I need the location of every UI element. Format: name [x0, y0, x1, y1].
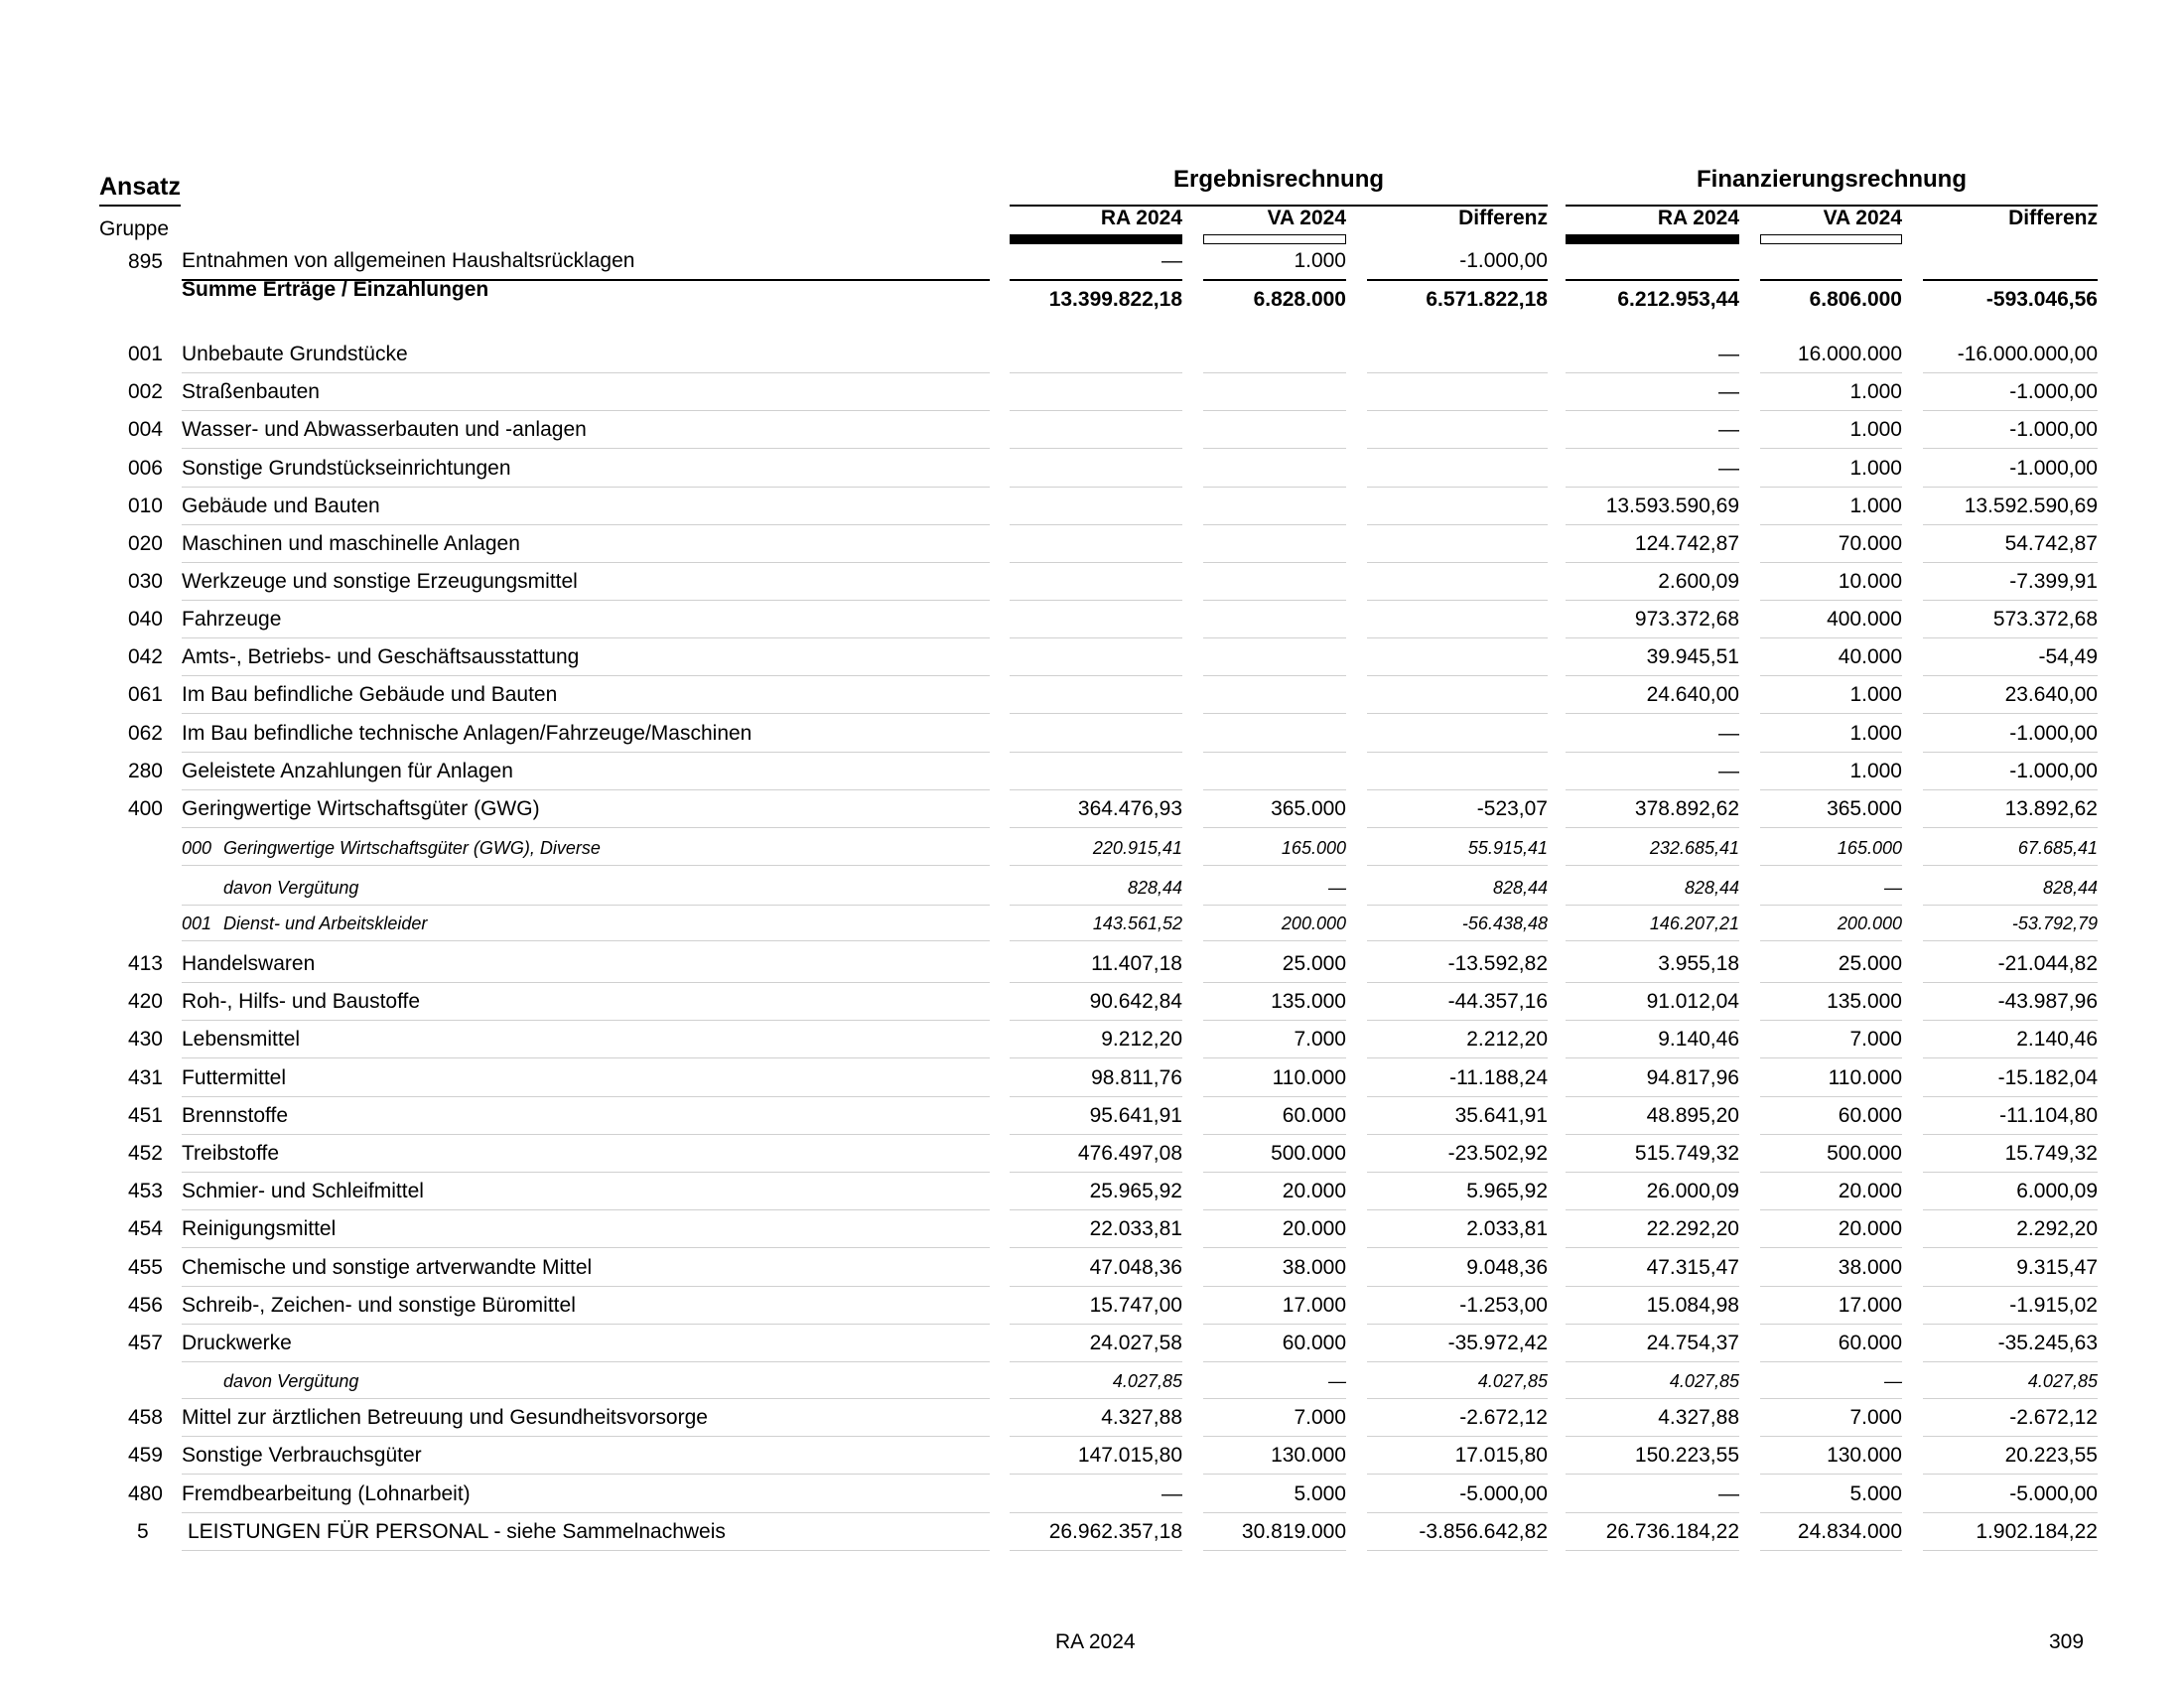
cell-diff-ergebnis: -35.972,42 — [1367, 1332, 1548, 1362]
page-number: 309 — [2049, 1630, 2085, 1653]
table-row — [0, 599, 2184, 638]
table-row — [0, 1171, 2184, 1210]
cell-diff-finanz: -7.399,91 — [1923, 570, 2098, 601]
cell-diff-finanz: 2.292,20 — [1923, 1217, 2098, 1248]
cell-ra-ergebnis: 147.015,80 — [1010, 1444, 1182, 1475]
cell-diff-finanz: 23.640,00 — [1923, 683, 2098, 714]
row-description: Entnahmen von allgemeinen Haushaltsrücklagen — [182, 249, 990, 281]
col-header-diff-ergebnis: Differenz — [1458, 207, 1548, 229]
cell-va-finanz: 165.000 — [1760, 838, 1902, 866]
cell-ra-ergebnis: 98.811,76 — [1010, 1066, 1182, 1097]
table-row — [0, 1435, 2184, 1475]
row-code: 001 — [182, 914, 212, 933]
cell-diff-finanz: 20.223,55 — [1923, 1444, 2098, 1475]
cell-diff-finanz: -1.000,00 — [1923, 418, 2098, 449]
ansatz-underline — [99, 205, 181, 207]
row-description: Dienst- und Arbeitskleider — [182, 914, 990, 941]
row-description: Im Bau befindliche technische Anlagen/Fahrzeuge/Maschinen — [182, 722, 990, 753]
cell-ra-finanz: 3.955,18 — [1566, 952, 1739, 983]
cell-va-ergebnis: 1.000 — [1203, 249, 1346, 281]
cell-diff-finanz: -1.000,00 — [1923, 457, 2098, 488]
cell-ra-finanz: 828,44 — [1566, 878, 1739, 906]
row-code: 280 — [127, 760, 163, 782]
table-row — [0, 826, 2184, 866]
cell-ra-finanz: 91.012,04 — [1566, 990, 1739, 1021]
cell-va-ergebnis: 7.000 — [1203, 1406, 1346, 1437]
table-row — [0, 1397, 2184, 1437]
cell-ra-finanz: 24.754,37 — [1566, 1332, 1739, 1362]
cell-va-finanz: 6.806.000 — [1809, 288, 1902, 311]
cell-diff-ergebnis: 55.915,41 — [1367, 838, 1548, 866]
cell-diff-finanz: 67.685,41 — [1923, 838, 2098, 866]
cell-diff-finanz: 15.749,32 — [1923, 1142, 2098, 1173]
cell-ra-finanz: 146.207,21 — [1566, 914, 1739, 941]
cell-ra-ergebnis: 4.027,85 — [1010, 1371, 1182, 1399]
row-code: 5 — [137, 1520, 149, 1543]
cell-va-finanz: 17.000 — [1760, 1294, 1902, 1325]
cell-diff-finanz: 828,44 — [1923, 878, 2098, 906]
table-row — [0, 1511, 2184, 1551]
table-row — [0, 1019, 2184, 1058]
cell-diff-ergebnis: 9.048,36 — [1367, 1256, 1548, 1287]
cell-diff-finanz: -35.245,63 — [1923, 1332, 2098, 1362]
row-description: Werkzeuge und sonstige Erzeugungsmittel — [182, 570, 990, 601]
cell-diff-ergebnis: 6.571.822,18 — [1426, 288, 1548, 311]
cell-va-ergebnis: 60.000 — [1203, 1104, 1346, 1135]
row-description: davon Vergütung — [182, 878, 990, 906]
cell-diff-finanz: 13.892,62 — [1923, 797, 2098, 828]
cell-ra-finanz: 150.223,55 — [1566, 1444, 1739, 1475]
cell-diff-ergebnis: -1.000,00 — [1367, 249, 1548, 281]
cell-va-finanz: 1.000 — [1760, 760, 1902, 790]
cell-va-finanz: 25.000 — [1760, 952, 1902, 983]
cell-diff-ergebnis: -5.000,00 — [1367, 1482, 1548, 1513]
cell-va-finanz: 38.000 — [1760, 1256, 1902, 1287]
row-description: Wasser- und Abwasserbauten und -anlagen — [182, 418, 990, 449]
cell-va-ergebnis: 20.000 — [1203, 1217, 1346, 1248]
row-code: 451 — [127, 1104, 163, 1127]
row-code: 430 — [127, 1028, 163, 1051]
cell-va-ergebnis: 130.000 — [1203, 1444, 1346, 1475]
cell-ra-ergebnis: 9.212,20 — [1010, 1028, 1182, 1058]
cell-diff-finanz: -16.000.000,00 — [1923, 343, 2098, 373]
cell-diff-ergebnis: -2.672,12 — [1367, 1406, 1548, 1437]
row-description: Handelswaren — [182, 952, 990, 983]
table-row — [0, 943, 2184, 983]
cell-ra-finanz: — — [1566, 380, 1739, 411]
cell-va-ergebnis: 60.000 — [1203, 1332, 1346, 1362]
cell-ra-finanz: — — [1566, 343, 1739, 373]
cell-va-ergebnis: 7.000 — [1203, 1028, 1346, 1058]
table-row — [0, 1247, 2184, 1287]
cell-diff-ergebnis: 2.212,20 — [1367, 1028, 1548, 1058]
cell-diff-finanz: 573.372,68 — [1923, 608, 2098, 638]
cell-va-ergebnis: 200.000 — [1203, 914, 1346, 941]
cell-ra-ergebnis: 143.561,52 — [1010, 914, 1182, 941]
cell-ra-finanz: 47.315,47 — [1566, 1256, 1739, 1287]
cell-va-finanz: — — [1760, 878, 1902, 906]
cell-diff-finanz: -11.104,80 — [1923, 1104, 2098, 1135]
cell-ra-ergebnis: 11.407,18 — [1010, 952, 1182, 983]
cell-ra-finanz: 124.742,87 — [1566, 532, 1739, 563]
cell-va-ergebnis: 500.000 — [1203, 1142, 1346, 1173]
table-row — [0, 1285, 2184, 1325]
table-row — [0, 902, 2184, 941]
cell-diff-finanz: -5.000,00 — [1923, 1482, 2098, 1513]
row-description: Geringwertige Wirtschaftsgüter (GWG), Diverse — [182, 838, 990, 866]
gruppe-header: Gruppe — [99, 217, 170, 240]
ansatz-header: Ansatz — [99, 173, 181, 201]
col-header-diff-finanz: Differenz — [2008, 207, 2098, 229]
cell-ra-ergebnis: 4.327,88 — [1010, 1406, 1182, 1437]
cell-ra-finanz: 378.892,62 — [1566, 797, 1739, 828]
row-description: Geringwertige Wirtschaftsgüter (GWG) — [182, 797, 990, 828]
cell-diff-finanz: -1.000,00 — [1923, 380, 2098, 411]
table-row — [0, 409, 2184, 449]
cell-va-finanz: 130.000 — [1760, 1444, 1902, 1475]
row-code: 454 — [127, 1217, 163, 1240]
cell-ra-finanz: 94.817,96 — [1566, 1066, 1739, 1097]
cell-va-finanz: 7.000 — [1760, 1406, 1902, 1437]
table-row — [0, 866, 2184, 906]
cell-ra-finanz: 13.593.590,69 — [1566, 494, 1739, 525]
row-description: Unbebaute Grundstücke — [182, 343, 990, 373]
cell-va-finanz: 110.000 — [1760, 1066, 1902, 1097]
cell-ra-finanz: 2.600,09 — [1566, 570, 1739, 601]
row-code: 431 — [127, 1066, 163, 1089]
cell-ra-finanz: 39.945,51 — [1566, 645, 1739, 676]
table-row — [0, 371, 2184, 411]
cell-va-finanz: 40.000 — [1760, 645, 1902, 676]
cell-ra-ergebnis: 90.642,84 — [1010, 990, 1182, 1021]
row-code: 452 — [127, 1142, 163, 1165]
table-row — [0, 1095, 2184, 1135]
row-description: Fahrzeuge — [182, 608, 990, 638]
cell-diff-ergebnis: -11.188,24 — [1367, 1066, 1548, 1097]
cell-va-finanz: 10.000 — [1760, 570, 1902, 601]
table-row — [0, 1057, 2184, 1097]
row-code: 458 — [127, 1406, 163, 1429]
col-header-ra-finanz: RA 2024 — [1657, 207, 1739, 229]
row-description: Schreib-, Zeichen- und sonstige Büromittel — [182, 1294, 990, 1325]
cell-va-finanz: 1.000 — [1760, 722, 1902, 753]
cell-diff-ergebnis: 5.965,92 — [1367, 1180, 1548, 1210]
cell-va-finanz: 1.000 — [1760, 683, 1902, 714]
cell-diff-finanz: -53.792,79 — [1923, 914, 2098, 941]
cell-diff-finanz: 6.000,09 — [1923, 1180, 2098, 1210]
cell-diff-finanz: 54.742,87 — [1923, 532, 2098, 563]
row-code: 457 — [127, 1332, 163, 1354]
cell-va-ergebnis: 5.000 — [1203, 1482, 1346, 1513]
cell-ra-ergebnis: 47.048,36 — [1010, 1256, 1182, 1287]
row-description: Sonstige Grundstückseinrichtungen — [182, 457, 990, 488]
row-description: davon Vergütung — [182, 1371, 990, 1399]
row-description: Brennstoffe — [182, 1104, 990, 1135]
cell-ra-ergebnis: 25.965,92 — [1010, 1180, 1182, 1210]
row-code: 453 — [127, 1180, 163, 1202]
cell-diff-ergebnis: 828,44 — [1367, 878, 1548, 906]
cell-diff-finanz: -15.182,04 — [1923, 1066, 2098, 1097]
table-row — [0, 1323, 2184, 1362]
row-description: Lebensmittel — [182, 1028, 990, 1058]
table-row — [0, 981, 2184, 1021]
row-description: Gebäude und Bauten — [182, 494, 990, 525]
cell-va-finanz: 500.000 — [1760, 1142, 1902, 1173]
cell-ra-finanz: 24.640,00 — [1566, 683, 1739, 714]
cell-ra-finanz: 973.372,68 — [1566, 608, 1739, 638]
cell-ra-ergebnis: 24.027,58 — [1010, 1332, 1182, 1362]
row-code: 062 — [127, 722, 163, 745]
row-description: Maschinen und maschinelle Anlagen — [182, 532, 990, 563]
table-row — [0, 241, 2184, 281]
cell-ra-finanz: — — [1566, 760, 1739, 790]
row-code: 004 — [127, 418, 163, 441]
cell-va-ergebnis: — — [1203, 1371, 1346, 1399]
row-description: Futtermittel — [182, 1066, 990, 1097]
table-row — [0, 334, 2184, 373]
cell-diff-finanz: -43.987,96 — [1923, 990, 2098, 1021]
footer-label: RA 2024 — [1055, 1630, 1136, 1653]
row-description: Summe Erträge / Einzahlungen — [182, 278, 489, 301]
cell-diff-finanz: -593.046,56 — [1985, 288, 2098, 311]
cell-ra-ergebnis: — — [1010, 249, 1182, 281]
col-header-ra-ergebnis: RA 2024 — [1100, 207, 1182, 229]
cell-diff-finanz: -1.915,02 — [1923, 1294, 2098, 1325]
cell-ra-ergebnis: 95.641,91 — [1010, 1104, 1182, 1135]
cell-va-finanz: 20.000 — [1760, 1180, 1902, 1210]
cell-ra-finanz: 26.736.184,22 — [1566, 1520, 1739, 1551]
table-row — [0, 1133, 2184, 1173]
table-row — [0, 674, 2184, 714]
cell-va-ergebnis: 17.000 — [1203, 1294, 1346, 1325]
cell-diff-ergebnis: 35.641,91 — [1367, 1104, 1548, 1135]
row-code: 459 — [127, 1444, 163, 1467]
cell-diff-finanz: 9.315,47 — [1923, 1256, 2098, 1287]
cell-diff-finanz: -1.000,00 — [1923, 760, 2098, 790]
row-code: 006 — [127, 457, 163, 480]
cell-diff-finanz: -1.000,00 — [1923, 722, 2098, 753]
table-row — [0, 636, 2184, 676]
cell-ra-ergebnis: 828,44 — [1010, 878, 1182, 906]
row-code: 895 — [127, 250, 163, 273]
cell-va-ergebnis: 135.000 — [1203, 990, 1346, 1021]
cell-va-finanz: 5.000 — [1760, 1482, 1902, 1513]
cell-va-finanz: 70.000 — [1760, 532, 1902, 563]
cell-diff-ergebnis: -56.438,48 — [1367, 914, 1548, 941]
cell-va-finanz: — — [1760, 1371, 1902, 1399]
row-code: 400 — [127, 797, 163, 820]
cell-va-finanz: 7.000 — [1760, 1028, 1902, 1058]
cell-va-finanz: 1.000 — [1760, 380, 1902, 411]
row-code: 480 — [127, 1482, 163, 1505]
cell-diff-ergebnis: 2.033,81 — [1367, 1217, 1548, 1248]
table-row — [0, 788, 2184, 828]
cell-ra-ergebnis: — — [1010, 1482, 1182, 1513]
col-header-va-finanz: VA 2024 — [1823, 207, 1902, 229]
cell-va-ergebnis: 30.819.000 — [1203, 1520, 1346, 1551]
row-code: 456 — [127, 1294, 163, 1317]
cell-diff-ergebnis: -523,07 — [1367, 797, 1548, 828]
row-code: 001 — [127, 343, 163, 365]
cell-diff-finanz: 2.140,46 — [1923, 1028, 2098, 1058]
cell-ra-finanz: 9.140,46 — [1566, 1028, 1739, 1058]
cell-ra-finanz: — — [1566, 1482, 1739, 1513]
cell-ra-finanz: 22.292,20 — [1566, 1217, 1739, 1248]
cell-ra-ergebnis: 26.962.357,18 — [1010, 1520, 1182, 1551]
table-row — [0, 278, 2184, 318]
row-code: 040 — [127, 608, 163, 631]
cell-diff-ergebnis: -13.592,82 — [1367, 952, 1548, 983]
col-header-va-ergebnis: VA 2024 — [1267, 207, 1346, 229]
row-code: 002 — [127, 380, 163, 403]
cell-va-finanz: 60.000 — [1760, 1104, 1902, 1135]
table-row — [0, 561, 2184, 601]
cell-ra-ergebnis: 220.915,41 — [1010, 838, 1182, 866]
cell-ra-finanz: 232.685,41 — [1566, 838, 1739, 866]
cell-ra-ergebnis: 15.747,00 — [1010, 1294, 1182, 1325]
cell-va-ergebnis: 110.000 — [1203, 1066, 1346, 1097]
cell-va-finanz: 24.834.000 — [1760, 1520, 1902, 1551]
table-row — [0, 1359, 2184, 1399]
cell-diff-finanz: -2.672,12 — [1923, 1406, 2098, 1437]
group-title-finanzierungsrechnung: Finanzierungsrechnung — [1696, 166, 1967, 193]
cell-va-ergebnis: 38.000 — [1203, 1256, 1346, 1287]
table-row — [0, 486, 2184, 525]
table-row — [0, 751, 2184, 790]
cell-va-ergebnis: 20.000 — [1203, 1180, 1346, 1210]
row-code: 420 — [127, 990, 163, 1013]
row-description: Reinigungsmittel — [182, 1217, 990, 1248]
row-description: Druckwerke — [182, 1332, 990, 1362]
cell-va-ergebnis: 165.000 — [1203, 838, 1346, 866]
row-description: Sonstige Verbrauchsgüter — [182, 1444, 990, 1475]
row-description: Roh-, Hilfs- und Baustoffe — [182, 990, 990, 1021]
cell-ra-finanz: 48.895,20 — [1566, 1104, 1739, 1135]
cell-va-ergebnis: 6.828.000 — [1253, 288, 1346, 311]
cell-va-finanz: 200.000 — [1760, 914, 1902, 941]
cell-diff-ergebnis: -1.253,00 — [1367, 1294, 1548, 1325]
cell-ra-finanz: — — [1566, 418, 1739, 449]
cell-va-finanz: 1.000 — [1760, 457, 1902, 488]
cell-ra-finanz: — — [1566, 457, 1739, 488]
row-code: 455 — [127, 1256, 163, 1279]
row-description: Mittel zur ärztlichen Betreuung und Gesundheitsvorsorge — [182, 1406, 990, 1437]
row-code: 042 — [127, 645, 163, 668]
cell-ra-finanz: 26.000,09 — [1566, 1180, 1739, 1210]
cell-va-finanz: 20.000 — [1760, 1217, 1902, 1248]
cell-diff-finanz: 4.027,85 — [1923, 1371, 2098, 1399]
row-description: Schmier- und Schleifmittel — [182, 1180, 990, 1210]
cell-ra-finanz: 6.212.953,44 — [1617, 288, 1739, 311]
cell-diff-finanz: -54,49 — [1923, 645, 2098, 676]
cell-ra-ergebnis: 22.033,81 — [1010, 1217, 1182, 1248]
row-code: 030 — [127, 570, 163, 593]
cell-va-ergebnis: 365.000 — [1203, 797, 1346, 828]
row-description: Amts-, Betriebs- und Geschäftsausstattung — [182, 645, 990, 676]
row-code: 413 — [127, 952, 163, 975]
cell-ra-finanz: 4.327,88 — [1566, 1406, 1739, 1437]
cell-va-finanz: 1.000 — [1760, 494, 1902, 525]
cell-va-finanz: 60.000 — [1760, 1332, 1902, 1362]
row-description: Chemische und sonstige artverwandte Mittel — [182, 1256, 990, 1287]
cell-diff-finanz: 1.902.184,22 — [1923, 1520, 2098, 1551]
cell-ra-ergebnis: 476.497,08 — [1010, 1142, 1182, 1173]
cell-va-finanz: 365.000 — [1760, 797, 1902, 828]
row-code: 000 — [182, 838, 212, 858]
row-code: 061 — [127, 683, 163, 706]
table-row — [0, 448, 2184, 488]
cell-ra-finanz: — — [1566, 722, 1739, 753]
cell-ra-finanz: 15.084,98 — [1566, 1294, 1739, 1325]
cell-diff-ergebnis: 4.027,85 — [1367, 1371, 1548, 1399]
cell-ra-ergebnis: 364.476,93 — [1010, 797, 1182, 828]
row-description: Fremdbearbeitung (Lohnarbeit) — [182, 1482, 990, 1513]
cell-diff-finanz: 13.592.590,69 — [1923, 494, 2098, 525]
row-description: Im Bau befindliche Gebäude und Bauten — [182, 683, 990, 714]
row-code: 010 — [127, 494, 163, 517]
cell-ra-ergebnis: 13.399.822,18 — [1048, 288, 1182, 311]
cell-diff-finanz: -21.044,82 — [1923, 952, 2098, 983]
row-description: LEISTUNGEN FÜR PERSONAL - siehe Sammelnachweis — [182, 1520, 990, 1551]
cell-va-finanz: 135.000 — [1760, 990, 1902, 1021]
row-description: Treibstoffe — [182, 1142, 990, 1173]
table-row — [0, 1474, 2184, 1513]
cell-diff-ergebnis: 17.015,80 — [1367, 1444, 1548, 1475]
cell-va-finanz: 400.000 — [1760, 608, 1902, 638]
cell-diff-ergebnis: -3.856.642,82 — [1367, 1520, 1548, 1551]
row-code: 020 — [127, 532, 163, 555]
group-title-ergebnisrechnung: Ergebnisrechnung — [1172, 166, 1385, 193]
cell-diff-ergebnis: -44.357,16 — [1367, 990, 1548, 1021]
cell-va-finanz: 1.000 — [1760, 418, 1902, 449]
cell-va-ergebnis: — — [1203, 878, 1346, 906]
cell-diff-ergebnis: -23.502,92 — [1367, 1142, 1548, 1173]
table-row — [0, 523, 2184, 563]
cell-va-ergebnis: 25.000 — [1203, 952, 1346, 983]
row-description: Geleistete Anzahlungen für Anlagen — [182, 760, 990, 790]
row-description: Straßenbauten — [182, 380, 990, 411]
cell-ra-finanz: 515.749,32 — [1566, 1142, 1739, 1173]
table-row — [0, 713, 2184, 753]
cell-va-finanz: 16.000.000 — [1760, 343, 1902, 373]
cell-ra-finanz: 4.027,85 — [1566, 1371, 1739, 1399]
table-row — [0, 1208, 2184, 1248]
